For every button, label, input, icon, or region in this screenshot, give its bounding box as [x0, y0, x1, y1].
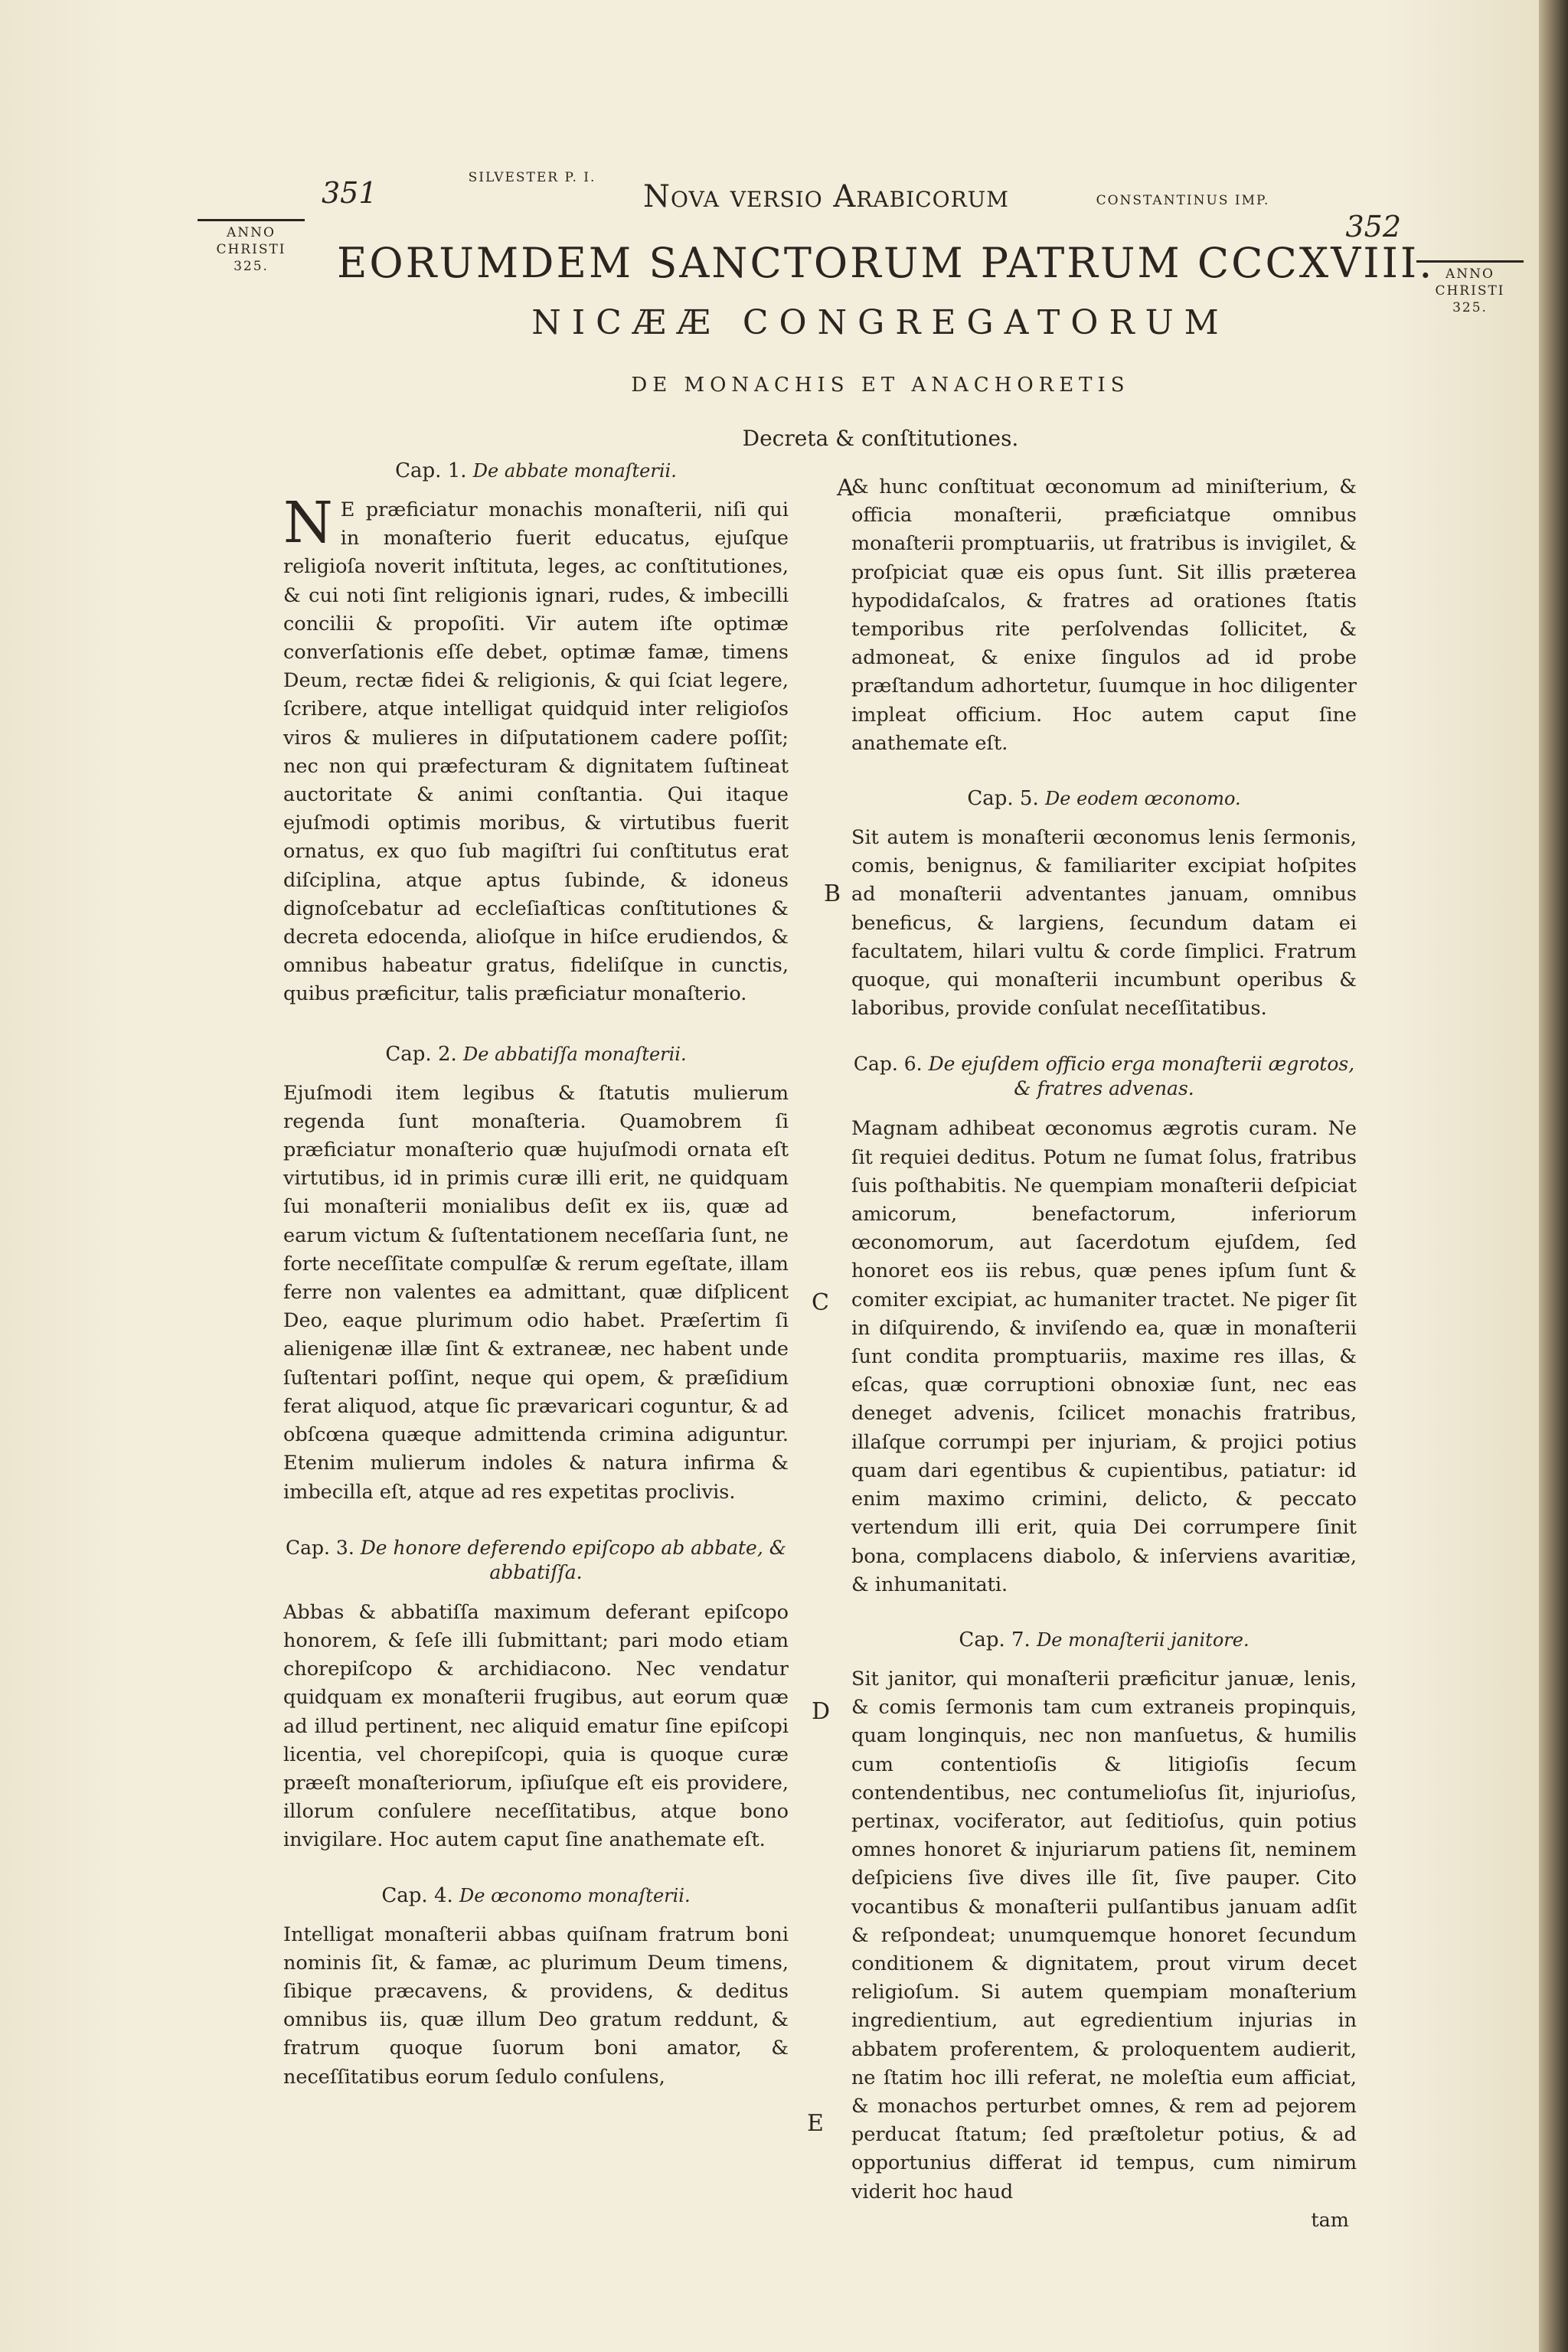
chapter-number: Cap. 6.	[853, 1053, 923, 1076]
drop-cap: N	[283, 490, 333, 556]
chapter-number: Cap. 5.	[967, 787, 1039, 811]
chapter-heading	[283, 1884, 789, 1907]
header-silvester: SILVESTER P. I.	[468, 170, 596, 185]
page-number-left: 351	[322, 176, 377, 210]
section-letter-c: C	[812, 1289, 829, 1316]
margin-note-left: ANNO CHRISTI 325.	[198, 219, 305, 275]
catchword: tam	[1311, 2208, 1349, 2232]
chapter-text: Magnam adhibeat œconomus ægrotis curam. Ne ſit requiei deditus. Potum ne ſumat ſolus, fratribus ſuis poſthabitis. Ne quempiam monaſterii deſpiciat amicorum, benefactorum, inferiorum œconomorum, aut ſacerdotum ejuſdem, ſed honoret eos iis rebus, quæ penes ipſum ſunt & comiter excipiat, ac humaniter tractet. Ne piger ſit in diſquirendo, & inviſendo ea, quæ in monaſterii ſunt condita promptuariis, maxime res illas, & eſcas, quæ corruptioni obnoxiæ ſunt, nec eas deneget advenis, ſcilicet monachis fratribus, illaſque corrumpi per injuriam, & projici potius quam dari egentibus & cupientibus, patiatur: id enim maximo crimini, delicto, & peccato vertendum illi erit, quia Dei corrumpere ſinit bona, complacens diabolo, & inſerviens avaritiæ, & inhumanitati.	[851, 1117, 1357, 1596]
chapter-heading	[283, 459, 789, 482]
chapter-text: Abbas & abbatiſſa maximum deferant epiſcopo honorem, & ſeſe illi ſubmittant; pari modo etiam chorepiſcopo & archidiacono. Nec vendatur quidquam ex monaſterii frugibus, aut eorum quæ ad illud pertinent, nec aliquid ematur ſine epiſcopi licentia, vel chorepiſcopi, quia is quoque curæ præeſt monaſteriorum, ipſiuſque eſt eis providere, illorum conſulere neceſſitatibus, atque bono invigilare. Hoc autem caput ſine anathemate eſt.	[283, 1600, 789, 1852]
chapter-number: Cap. 7.	[959, 1628, 1031, 1651]
chapter-number: Cap. 4.	[381, 1883, 453, 1907]
chapter-text: N E præficiatur monachis monaſterii, niſi qui in monaſterio fuerit educatus, ejuſque religioſa noverit inſtituta, leges, ac conſtitutiones, & cui noti ſint religionis ignari, rudes, & imbecilli concilii & propoſiti. Vir autem iſte optimæ converſationis eſſe debet, optimæ famæ, timens Deum, rectæ fidei & religionis, & qui ſciat legere, ſcribere, atque intelligat quidquid inter religioſos viros & mulieres in diſputationem cadere poſſit; nec non qui præfecturam & dignitatem ſuſtineat auctoritate & animi conſtantia. Qui itaque ejuſmodi optimis moribus, & virtutibus fuerit ornatus, ex quo ſub magiſtri ſui conſtitutus erat diſciplina, atque aptus ſubinde, & idoneus dignoſcebatur ad eccleſiaſticas conſtitutiones & decreta edocenda, alioſque in hiſce erudiendos, & omnibus habeatur gratus, fideliſque in cunctis, quibus præficitur, talis præficiatur monaſterio.	[283, 490, 789, 1006]
chapter-title: De monaſterii janitore.	[1037, 1628, 1250, 1651]
chapter-text: Sit autem is monaſterii œconomus lenis ſermonis, comis, benignus, & familiariter excipiat hoſpites ad monaſterii adventantes januam, omnibus beneficus, & largiens, ſecundum datam ei facultatem, hilari vultu & corde ſimplici. Fratrum quoque, qui monaſterii incumbunt operibus & laboribus, provide conſulat neceſſitatibus.	[851, 826, 1357, 1021]
section-letter-e: E	[807, 2110, 824, 2137]
chapter-heading	[283, 1043, 789, 1066]
sub-heading: NICÆÆ CONGREGATORUM	[531, 303, 1230, 342]
chapter-number: Cap. 2.	[385, 1042, 457, 1066]
chapter-text: Ejuſmodi item legibus & ſtatutis mulierum regenda ſunt monaſteria. Quamobrem ſi præficiatur monaſterio quæ hujuſmodi ornata eſt virtutibus, id in primis curæ illi erit, ne quidquam ſui monaſterii monialibus deſit ex iis, quæ ad earum victum & ſuſtentationem neceſſaria ſunt, ne forte neceſſitate compulſæ & rerum egeſtate, illam ferre non valentes ea admittant, quæ diſplicent Deo, eaque plurimum odio habet. Præſertim ſi alienigenæ illæ ſint & extraneæ, nec habent unde ſuſtentari poſſint, neque qui opem, & præſidium ferat aliquod, atque ſic prævaricari coguntur, & ad obſcœna quæque admittenda crimina adiguntur. Etenim mulierum indoles & natura infirma & imbecilla eſt, atque ad res expetitas proclivis.	[283, 1081, 789, 1504]
chapter-text: Intelligat monaſterii abbas quiſnam fratrum boni nominis ſit, & famæ, ac plurimum Deum timens, ſibique præcavens, & providens, & deditus omnibus iis, quæ illum Deo gratum reddunt, & fratrum quoque ſuorum boni amator, & neceſſitatibus eorum ſedulo conſulens,	[283, 1922, 789, 2089]
page-number-right: 352	[1345, 210, 1401, 243]
chapter-text: & hunc conſtituat œconomum ad miniſterium, & officia monaſterii, præficiatque omnibus monaſterii promptuariis, ut fratribus is invigilet, & proſpiciat quæ eis opus ſunt. Sit illis præterea hypodidaſcalos, & fratres ad orationes ſtatis temporibus rite perſolvendas ſollicitet, & admoneat, & enixe ſingulos ad id probe præſtandum adhortetur, ſuumque in hoc diligenter impleat officium. Hoc autem caput ſine anathemate eſt.	[851, 475, 1357, 755]
running-title: Nova versio Arabicorum	[643, 179, 1009, 214]
chapter-title: De abbatiſſa monaſterii.	[463, 1043, 687, 1065]
left-column	[283, 459, 789, 2121]
chapter-title: De eodem œconomo.	[1045, 788, 1241, 810]
chapter-heading	[851, 1052, 1357, 1101]
section-letter-d: D	[812, 1698, 831, 1725]
chapter-number: Cap. 1.	[395, 459, 467, 482]
section-letter-a: A	[837, 475, 854, 501]
chapter-text: Sit janitor, qui monaſterii præficitur januæ, lenis, & comis ſermonis tam cum extraneis propinquis, quam longinquis, nec non manſuetus, & humilis cum contentioſis & litigioſis ſecum contendentibus, nec contumelioſus ſit, injurioſus, pertinax, vociferator, aut ſeditioſus, quin potius omnes honoret & injuriarum patiens ſit, neminem deſpiciens ſive dives ille ſit, ſive pauper. Cito vocantibus & monaſterii pulſantibus januam adſit & reſpondeat; unumquemque honoret ſecundum conditionem & dignitatem, prout virum decet religioſum. Si autem quempiam monaſterium ingredientium, aut egredientium injurias in abbatem proferentem, & proloquentem audierit, ne ſtatim hoc illi referat, ne moleſtia eum afficiat, & monachos perturbet omnes, & rem ad pejorem perducat ſtatum; ſed præſtoletur potius, & ad opportunius differat id tempus, cum nimirum viderit hoc haud	[851, 1667, 1357, 2203]
chapter-title: De ejuſdem officio erga monaſterii ægrotos, & fratres advenas.	[928, 1053, 1355, 1100]
main-heading: EORUMDEM SANCTORUM PATRUM CCCXVIII.	[337, 239, 1435, 287]
decreta-heading: Decreta & conſtitutiones.	[742, 426, 1019, 451]
margin-note-right: ANNO CHRISTI 325.	[1416, 260, 1524, 316]
chapter-heading	[851, 1628, 1357, 1651]
header-constantinus: CONSTANTINUS IMP.	[1096, 193, 1270, 208]
chapter-number: Cap. 3.	[286, 1536, 354, 1559]
section-heading: DE MONACHIS ET ANACHORETIS	[631, 374, 1130, 397]
chapter-heading	[851, 787, 1357, 810]
chapter-title: De honore deferendo epiſcopo ab abbate, & abbatiſſa.	[360, 1536, 786, 1583]
section-letter-b: B	[824, 880, 841, 907]
right-column	[851, 459, 1357, 2235]
book-page-edge	[1539, 0, 1568, 2352]
running-header	[322, 170, 1401, 243]
chapter-heading	[283, 1536, 789, 1585]
chapter-title: De œconomo monaſterii.	[459, 1884, 691, 1906]
chapter-title: De abbate monaſterii.	[472, 460, 677, 482]
